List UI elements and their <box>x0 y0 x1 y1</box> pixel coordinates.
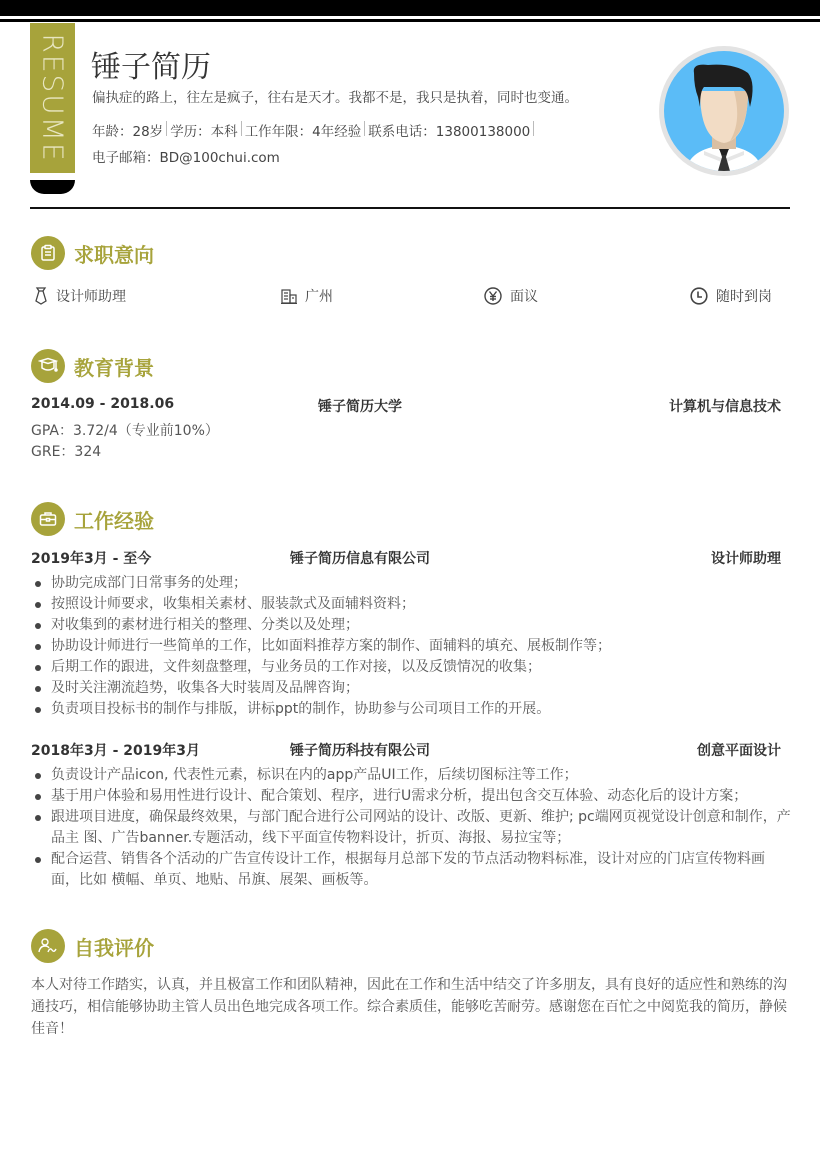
info-separator <box>533 121 534 136</box>
header-divider <box>30 207 790 209</box>
section-title: 工作经验 <box>74 508 154 533</box>
list-item: 协助完成部门日常事务的处理； <box>31 573 791 594</box>
education-major: 计算机与信息技术 <box>669 399 781 415</box>
section-header-intent <box>31 236 154 270</box>
resume-vertical-tag <box>30 23 75 173</box>
briefcase-icon <box>31 502 65 536</box>
graduation-cap-icon <box>31 349 65 383</box>
list-item: 后期工作的跟进，文件刻盘整理，与业务员的工作对接，以及反馈情况的收集； <box>31 657 791 678</box>
tie-icon <box>34 287 48 305</box>
list-item: 及时关注潮流趋势，收集各大时装周及品牌咨询； <box>31 678 791 699</box>
job-2-company: 锤子简历科技有限公司 <box>290 743 430 759</box>
section-title: 求职意向 <box>74 242 154 267</box>
clock-icon <box>690 287 708 305</box>
basic-info <box>92 120 537 140</box>
self-evaluation-text: 本人对待工作踏实，认真，并且极富工作和团队精神，因此在工作和生活中结交了许多朋友，具有良好的适应性和熟练的沟通技巧，相信能够协助主管人员出色地完成各项工作。综合素质佳，能够吃苦耐劳。感谢您在百忙之中阅览我的简历，静候佳音！ <box>31 977 787 1037</box>
section-title: 自我评价 <box>74 935 154 960</box>
intent-city-label: 广州 <box>305 289 333 305</box>
info-email: 电子邮箱：BD@100chui.com <box>92 150 280 166</box>
yen-icon <box>484 287 502 305</box>
info-separator <box>241 121 242 136</box>
building-icon <box>281 288 297 304</box>
list-item: 负责设计产品icon, 代表性元素，标识在内的app产品UI工作，后续切图标注等工作； <box>31 765 791 786</box>
intent-city <box>281 286 333 306</box>
avatar-male-icon <box>664 51 784 171</box>
education-gre: GRE：324 <box>31 444 102 460</box>
person-sign-icon <box>31 929 65 963</box>
job-1-duties <box>31 573 791 720</box>
job-2-position: 创意平面设计 <box>697 743 781 759</box>
avatar <box>659 46 789 176</box>
info-separator <box>364 121 365 136</box>
candidate-name: 锤子简历 <box>91 50 211 85</box>
top-black-line <box>0 19 820 22</box>
list-item: 配合运营、销售各个活动的广告宣传设计工作，根据每月总部下发的节点活动物料标准，设计对应的门店宣传物料画面，比如 横幅、单页、地贴、吊旗、展架、画板等。 <box>31 849 791 891</box>
job-1-company: 锤子简历信息有限公司 <box>290 551 430 567</box>
resume-tag-cap <box>30 180 75 194</box>
intent-availability <box>690 286 772 306</box>
list-item: 跟进项目进度，确保最终效果，与部门配合进行公司网站的设计、改版、更新、维护; pc端网页视觉设计创意和制作，产品主 图、广告banner.专题活动，线下平面宣传物料设计，折页、海报、易拉宝等； <box>31 807 791 849</box>
intent-salary <box>484 286 538 306</box>
info-education: 学历：本科 <box>170 124 238 140</box>
clipboard-icon <box>31 236 65 270</box>
info-years: 工作年限：4年经验 <box>244 124 362 140</box>
job-2-duties <box>31 765 791 891</box>
list-item: 对收集到的素材进行相关的整理、分类以及处理； <box>31 615 791 636</box>
intent-salary-label: 面议 <box>510 289 538 305</box>
intent-availability-label: 随时到岗 <box>716 289 772 305</box>
info-phone: 联系电话：13800138000 <box>368 124 531 140</box>
list-item: 负责项目投标书的制作与排版，讲标ppt的制作，协助参与公司项目工作的开展。 <box>31 699 791 720</box>
info-separator <box>166 121 167 136</box>
list-item: 按照设计师要求，收集相关素材、服装款式及面辅料资料； <box>31 594 791 615</box>
section-header-work <box>31 502 154 536</box>
job-2-period: 2018年3月 - 2019年3月 <box>31 743 200 759</box>
list-item: 协助设计师进行一些简单的工作，比如面料推荐方案的制作、面辅料的填充、展板制作等； <box>31 636 791 657</box>
intent-position-label: 设计师助理 <box>56 289 126 305</box>
education-school: 锤子简历大学 <box>318 399 402 415</box>
section-header-self <box>31 929 154 963</box>
list-item: 基于用户体验和易用性进行设计、配合策划、程序，进行U需求分析，提出包含交互体验、动态化后的设计方案； <box>31 786 791 807</box>
section-title: 教育背景 <box>74 355 154 380</box>
section-header-education <box>31 349 154 383</box>
resume-tag-text: RESUME <box>36 33 69 163</box>
job-1-period: 2019年3月 - 至今 <box>31 551 152 567</box>
education-details <box>31 421 219 463</box>
top-black-bar <box>0 0 820 16</box>
education-gpa: GPA：3.72/4（专业前10%） <box>31 423 219 439</box>
motto: 偏执症的路上，往左是疯子，往右是天才。我都不是，我只是执着，同时也变通。 <box>92 90 578 106</box>
education-period: 2014.09 - 2018.06 <box>31 396 175 412</box>
info-age: 年龄：28岁 <box>92 124 164 140</box>
intent-position <box>34 286 126 306</box>
job-1-position: 设计师助理 <box>711 551 781 567</box>
